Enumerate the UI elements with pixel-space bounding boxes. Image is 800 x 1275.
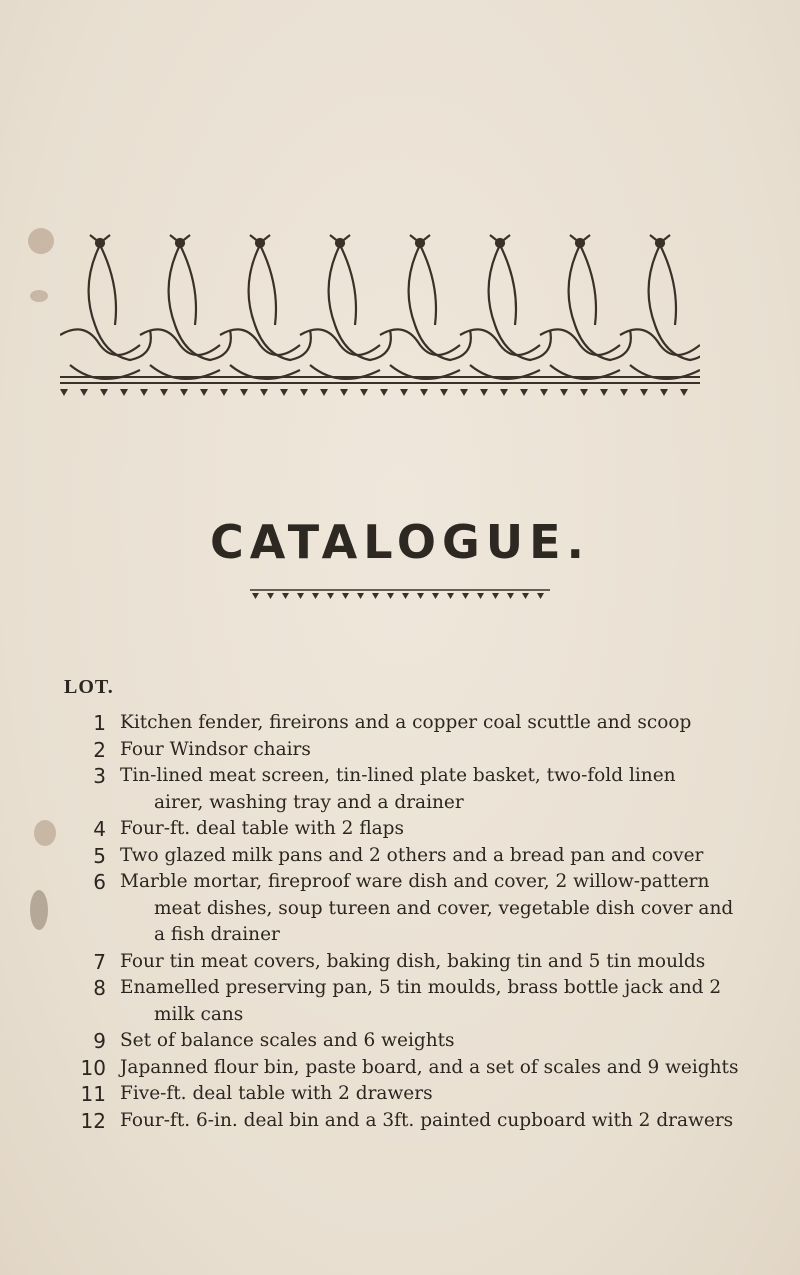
lot-item <box>60 710 740 737</box>
lot-number: 8 <box>93 976 106 1000</box>
lot-number: 2 <box>93 737 106 762</box>
lot-text: Five-ft. deal table with 2 drawers <box>120 1083 433 1104</box>
lot-description <box>120 816 740 843</box>
lot-item <box>60 869 740 949</box>
lot-text: Set of balance scales and 6 weights <box>120 1030 455 1051</box>
lot-description <box>120 763 740 816</box>
lot-item <box>60 1108 740 1135</box>
lot-item <box>60 1055 740 1082</box>
lot-text: Two glazed milk pans and 2 others and a bread pan and cover <box>120 844 704 866</box>
lot-description <box>120 1108 740 1135</box>
lot-text: Four tin meat covers, baking dish, baking tin and 5 tin moulds <box>120 950 706 972</box>
lot-item <box>60 843 740 870</box>
lot-list <box>60 710 740 1134</box>
lot-item <box>60 975 740 1028</box>
stain-mark <box>34 820 56 846</box>
lot-description <box>120 1081 740 1108</box>
page-title: CATALOGUE. <box>210 515 590 569</box>
lot-number: 12 <box>80 1108 106 1133</box>
lot-number: 10 <box>80 1055 106 1080</box>
lot-description <box>120 843 740 870</box>
lot-number: 3 <box>93 764 106 788</box>
lot-item <box>60 737 740 764</box>
lot-description <box>120 1055 740 1082</box>
stain-mark <box>30 290 48 302</box>
lot-item <box>60 816 740 843</box>
lot-number: 6 <box>93 870 106 894</box>
lot-text: Four-ft. deal table with 2 flaps <box>120 818 405 839</box>
stain-mark <box>28 228 54 254</box>
lot-item <box>60 949 740 976</box>
decorative-floral-border <box>60 225 700 400</box>
lot-number: 11 <box>80 1082 106 1106</box>
lot-text: Enamelled preserving pan, 5 tin moulds, brass bottle jack and 2 <box>120 977 722 998</box>
lot-description <box>120 975 740 1028</box>
lot-description <box>120 949 740 976</box>
lot-description <box>120 869 740 949</box>
lot-text: Four-ft. 6-in. deal bin and a 3ft. painted cupboard with 2 drawers <box>120 1109 734 1131</box>
lot-number: 1 <box>93 711 106 735</box>
lot-column-heading: LOT. <box>64 676 114 698</box>
lot-item <box>60 1028 740 1055</box>
lot-item <box>60 1081 740 1108</box>
lot-number: 5 <box>93 843 106 868</box>
lot-text: Four Windsor chairs <box>120 738 311 760</box>
lot-text: Kitchen fender, fireirons and a copper coal scuttle and scoop <box>120 712 692 733</box>
lot-number: 7 <box>93 949 106 974</box>
lot-description <box>120 737 740 764</box>
lot-text-continued: milk cans <box>154 1003 244 1025</box>
lot-text: Japanned flour bin, paste board, and a set of scales and 9 weights <box>120 1056 739 1078</box>
lot-text: Marble mortar, fireproof ware dish and cover, 2 willow-pattern <box>120 871 710 892</box>
lot-item <box>60 763 740 816</box>
lot-number: 4 <box>93 817 106 841</box>
lot-text-continued: meat dishes, soup tureen and cover, vegetable dish cover and a fish drainer <box>154 897 734 945</box>
lot-number: 9 <box>93 1029 106 1053</box>
lot-description <box>120 710 740 737</box>
lot-description <box>120 1028 740 1055</box>
title-underline-ornament <box>250 588 550 600</box>
stain-mark <box>30 890 48 930</box>
lot-text-continued: airer, washing tray and a drainer <box>154 791 464 813</box>
lot-text: Tin-lined meat screen, tin-lined plate basket, two-fold linen <box>120 765 676 786</box>
